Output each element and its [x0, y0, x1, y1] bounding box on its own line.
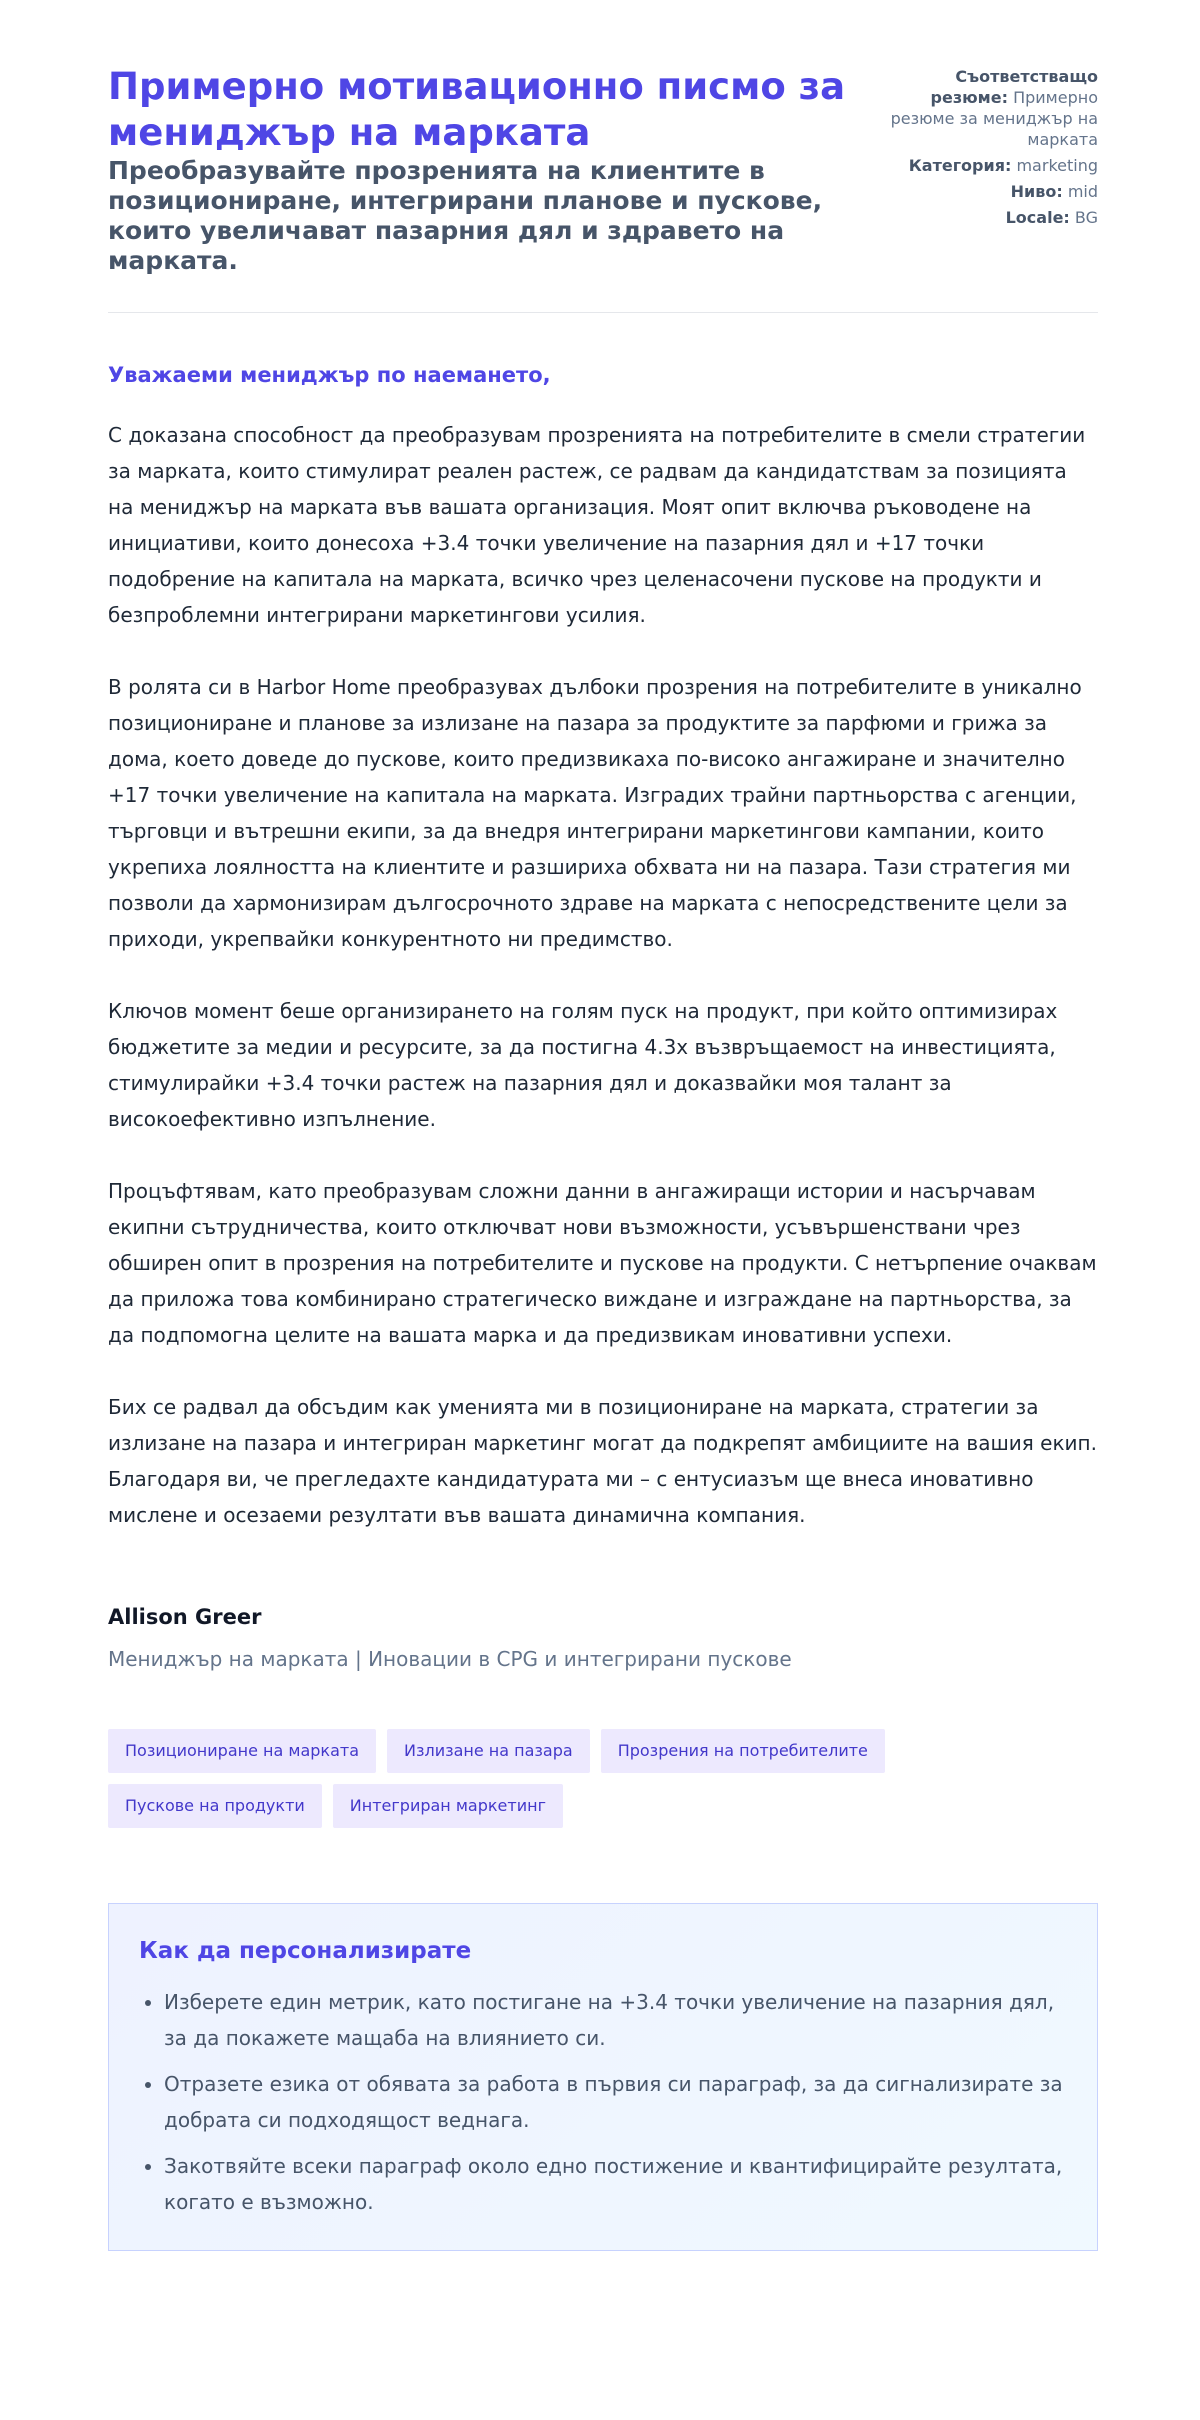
tip-item: • Отразете езика от обявата за работа в първия си параграф, за да сигнализирате за добрата си подходящост веднага.	[164, 2066, 1067, 2138]
letter-body	[108, 313, 1098, 1673]
meta-locale	[888, 207, 1098, 228]
customization-tips-box	[108, 1903, 1098, 2251]
letter-paragraph: С доказана способност да преобразувам прозренията на потребителите в смели стратегии за марката, които стимулират реален растеж, се радвам да кандидатствам за позицията на мениджър на марката във вашата организация. Моят опит включва ръководене на инициативи, които донесоха +3.4 точки увеличение на пазарния дял и +17 точки подобрение на капитала на марката, всичко чрез целенасочени пускове на продукти и безпроблемни интегрирани маркетингови усилия.	[108, 423, 1086, 627]
page-subtitle: Преобразувайте прозренията на клиентите в позициониране, интегрирани планове и пускове, които увеличават пазарния дял и здравето на марката.	[108, 156, 823, 275]
skill-tags	[108, 1729, 1098, 1828]
meta-resume-link[interactable]: Примерно резюме за мениджър на марката	[890, 88, 1098, 149]
meta-resume-label: Съответстващо резюме:	[930, 67, 1098, 107]
letter-paragraph: Ключов момент беше организирането на голям пуск на продукт, при който оптимизирах бюджетите за медии и ресурсите, за да постигна 4.3x възвръщаемост на инвестицията, стимулирайки +3.4 точки растеж на пазарния дял и доказвайки моя талант за високоефективно изпълнение.	[108, 999, 1058, 1131]
meta-locale-value: BG	[1074, 208, 1098, 227]
skill-tag: Излизане на пазара	[387, 1729, 590, 1773]
tips-list	[139, 1984, 1067, 2220]
meta-category-value: marketing	[1016, 156, 1098, 175]
meta-category	[888, 155, 1098, 176]
skill-tag: Интегриран маркетинг	[333, 1784, 563, 1828]
meta-resume	[888, 66, 1098, 150]
letter-paragraph: Бих се радвал да обсъдим как уменията ми в позициониране на марката, стратегии за излизане на пазара и интегриран маркетинг могат да подкрепят амбициите на вашия екип. Благодаря ви, че прегледахте кандидатурата ми – с ентусиазъм ще внеса иновативно мислене и осезаеми резултати във вашата динамична компания.	[108, 1395, 1097, 1527]
tips-title: Как да персонализирате	[139, 1938, 472, 1964]
skill-tag: Прозрения на потребителите	[601, 1729, 885, 1773]
header-titles	[108, 64, 848, 276]
page-title: Примерно мотивационно писмо за мениджър на марката	[108, 65, 846, 154]
tip-item: • Закотвяйте всеки параграф около едно постижение и квантифицирайте резултата, когато е възможно.	[164, 2148, 1067, 2220]
letter-paragraph: Процъфтявам, като преобразувам сложни данни в ангажиращи истории и насърчавам екипни сътрудничества, които отключват нови възможности, усъвършенствани чрез обширен опит в прозрения на потребителите и пускове на продукти. С нетърпение очаквам да приложа това комбинирано стратегическо виждане и изграждане на партньорства, за да подпомогна целите на вашата марка и да предизвикам иновативни успехи.	[108, 1179, 1097, 1347]
signature-name: Allison Greer	[108, 1605, 262, 1629]
skill-tag: Позициониране на марката	[108, 1729, 376, 1773]
meta-panel	[888, 64, 1098, 233]
signature-role: Мениджър на марката | Иновации в CPG и интегрирани пускове	[108, 1647, 792, 1671]
page-header	[108, 64, 1098, 313]
meta-locale-label: Locale:	[1005, 208, 1070, 227]
skill-tag: Пускове на продукти	[108, 1784, 322, 1828]
signature-block	[108, 1603, 1098, 1673]
meta-level-value: mid	[1067, 182, 1098, 201]
tip-item: • Изберете един метрик, като постигане на +3.4 точки увеличение на пазарния дял, за да покажете мащаба на влиянието си.	[164, 1984, 1067, 2056]
letter-paragraph: В ролята си в Harbor Home преобразувах дълбоки прозрения на потребителите в уникално позициониране и планове за излизане на пазара за продуктите за парфюми и грижа за дома, което доведе до пускове, които предизвикаха по-високо ангажиране и значително +17 точки увеличение на капитала на марката. Изградих трайни партньорства с агенции, търговци и вътрешни екипи, за да внедря интегрирани маркетингови кампании, които укрепиха лоялността на клиентите и разшириха обхвата ни на пазара. Тази стратегия ми позволи да хармонизирам дългосрочното здраве на марката с непосредствените цели за приходи, укрепвайки конкурентното ни предимство.	[108, 675, 1082, 951]
cover-letter-page	[108, 64, 1098, 2251]
meta-level-label: Ниво:	[1010, 182, 1063, 201]
letter-greeting: Уважаеми мениджър по наемането,	[108, 363, 551, 387]
meta-level	[888, 181, 1098, 202]
meta-category-label: Категория:	[908, 156, 1012, 175]
